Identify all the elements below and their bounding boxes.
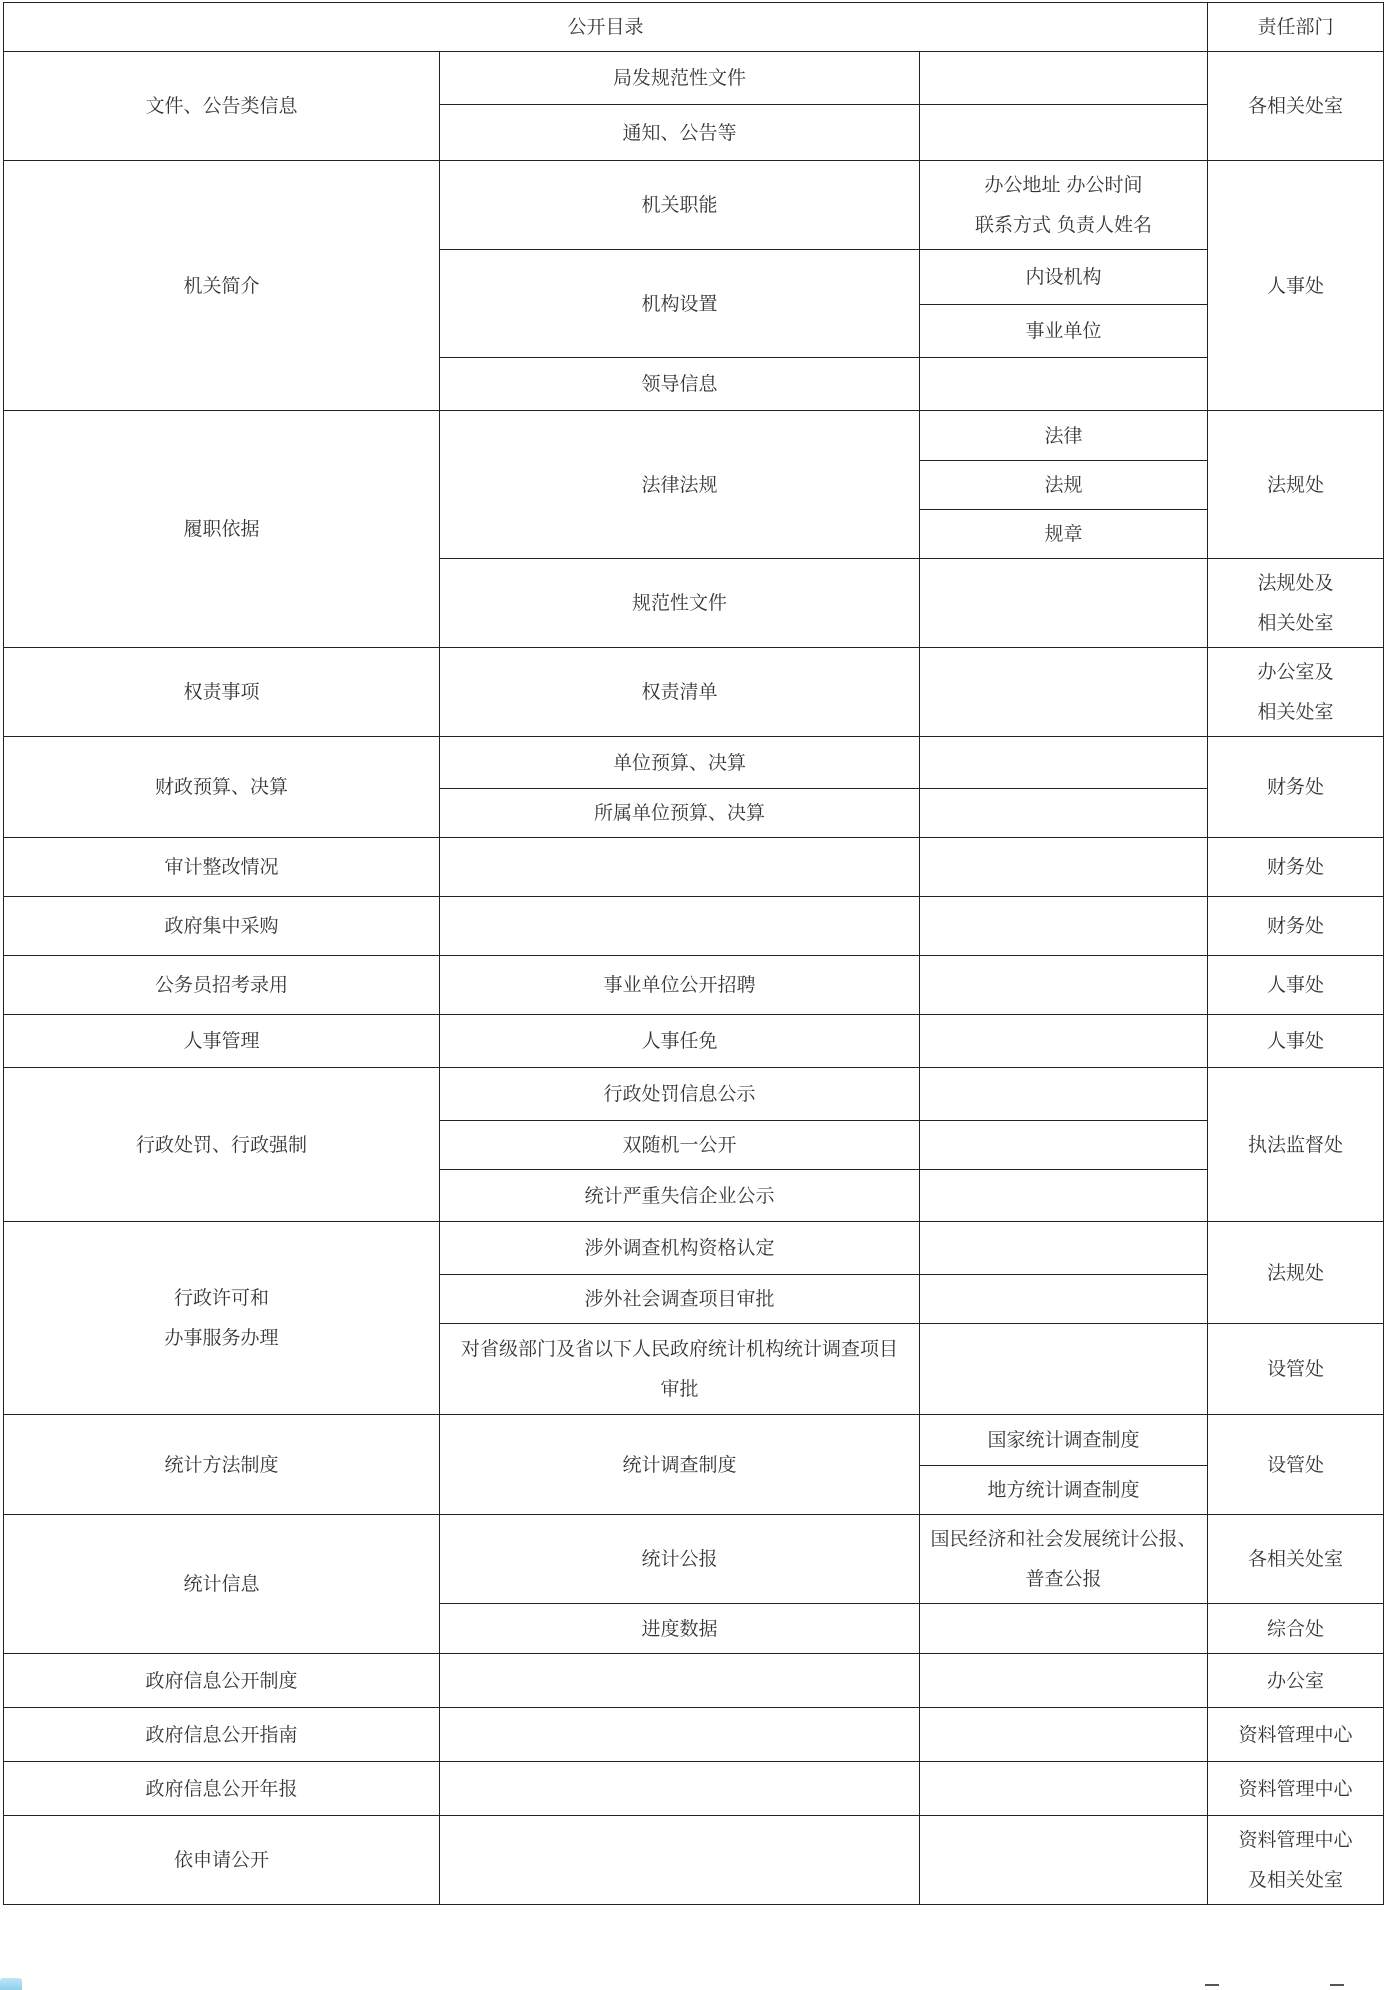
table-row: [4, 1415, 1384, 1466]
table-row: [4, 838, 1384, 897]
subitem-cell: [440, 1816, 920, 1905]
category-cell: 行政处罚、行政强制: [4, 1068, 440, 1222]
subitem-cell: 通知、公告等: [440, 105, 920, 161]
dept-cell: 设管处: [1208, 1324, 1384, 1415]
dept-cell: 设管处: [1208, 1415, 1384, 1515]
subitem-cell: 规范性文件: [440, 559, 920, 648]
subitem-cell: 行政处罚信息公示: [440, 1068, 920, 1121]
subitem-cell: 涉外社会调查项目审批: [440, 1275, 920, 1324]
dept-cell: 人事处: [1208, 161, 1384, 411]
subitem-cell: 对省级部门及省以下人民政府统计机构统计调查项目 审批: [440, 1324, 920, 1415]
detail-cell: [920, 105, 1208, 161]
subitem-cell: 机关职能: [440, 161, 920, 250]
subitem-cell: [440, 838, 920, 897]
subitem-cell: 机构设置: [440, 250, 920, 358]
dept-cell: 综合处: [1208, 1604, 1384, 1654]
disclosure-catalog-table: [3, 2, 1384, 1905]
table-row: [4, 1816, 1384, 1905]
subitem-cell: 权责清单: [440, 648, 920, 737]
dept-cell: 办公室: [1208, 1654, 1384, 1708]
subitem-cell: 人事任免: [440, 1015, 920, 1068]
dept-cell: 人事处: [1208, 1015, 1384, 1068]
detail-cell: [920, 1654, 1208, 1708]
dept-cell: 资料管理中心: [1208, 1708, 1384, 1762]
table-row: [4, 956, 1384, 1015]
detail-cell: [920, 358, 1208, 411]
dept-cell: 资料管理中心: [1208, 1762, 1384, 1816]
dept-cell: 各相关处室: [1208, 1515, 1384, 1604]
detail-cell: [920, 737, 1208, 789]
detail-cell: [920, 789, 1208, 838]
table-row: [4, 1515, 1384, 1604]
table-row: [4, 161, 1384, 250]
category-cell: 统计方法制度: [4, 1415, 440, 1515]
dept-cell: 财务处: [1208, 737, 1384, 838]
table-row: [4, 897, 1384, 956]
category-cell: 政府信息公开指南: [4, 1708, 440, 1762]
detail-cell: 地方统计调查制度: [920, 1466, 1208, 1515]
subitem-cell: 进度数据: [440, 1604, 920, 1654]
detail-cell: [920, 1816, 1208, 1905]
detail-cell: [920, 1222, 1208, 1275]
detail-cell: [920, 1275, 1208, 1324]
category-cell: 公务员招考录用: [4, 956, 440, 1015]
detail-cell: [920, 956, 1208, 1015]
category-cell: 政府集中采购: [4, 897, 440, 956]
category-cell: 机关简介: [4, 161, 440, 411]
dept-cell: 资料管理中心 及相关处室: [1208, 1816, 1384, 1905]
detail-cell: [920, 1170, 1208, 1222]
category-cell: 履职依据: [4, 411, 440, 648]
header-dept: 责任部门: [1208, 3, 1384, 52]
dept-cell: 法规处: [1208, 1222, 1384, 1324]
table-row: [4, 411, 1384, 461]
detail-cell: [920, 1604, 1208, 1654]
detail-cell: [920, 1708, 1208, 1762]
header-catalog: 公开目录: [4, 3, 1208, 52]
subitem-cell: [440, 1708, 920, 1762]
table-row: [4, 1068, 1384, 1121]
detail-cell: 法规: [920, 461, 1208, 510]
subitem-cell: 所属单位预算、决算: [440, 789, 920, 838]
category-cell: 政府信息公开制度: [4, 1654, 440, 1708]
category-cell: 行政许可和 办事服务办理: [4, 1222, 440, 1415]
category-cell: 政府信息公开年报: [4, 1762, 440, 1816]
table-row: [4, 1015, 1384, 1068]
dept-cell: 执法监督处: [1208, 1068, 1384, 1222]
table-row: [4, 648, 1384, 737]
detail-cell: 国民经济和社会发展统计公报、 普查公报: [920, 1515, 1208, 1604]
detail-cell: [920, 52, 1208, 105]
detail-cell: [920, 897, 1208, 956]
page-footer-dash-left: [1205, 1984, 1219, 1986]
table-row: [4, 737, 1384, 789]
category-cell: 权责事项: [4, 648, 440, 737]
detail-cell: [920, 1762, 1208, 1816]
subitem-cell: [440, 897, 920, 956]
category-cell: 审计整改情况: [4, 838, 440, 897]
detail-cell: 法律: [920, 411, 1208, 461]
subitem-cell: 统计调查制度: [440, 1415, 920, 1515]
table-row: [4, 1654, 1384, 1708]
subitem-cell: 统计公报: [440, 1515, 920, 1604]
table-header-row: [4, 3, 1384, 52]
table-row: [4, 1222, 1384, 1275]
subitem-cell: 涉外调查机构资格认定: [440, 1222, 920, 1275]
table-row: [4, 52, 1384, 105]
subitem-cell: 领导信息: [440, 358, 920, 411]
subitem-cell: [440, 1762, 920, 1816]
subitem-cell: 统计严重失信企业公示: [440, 1170, 920, 1222]
subitem-cell: 事业单位公开招聘: [440, 956, 920, 1015]
detail-cell: [920, 559, 1208, 648]
subitem-cell: 单位预算、决算: [440, 737, 920, 789]
dept-cell: 财务处: [1208, 838, 1384, 897]
subitem-cell: 局发规范性文件: [440, 52, 920, 105]
dept-cell: 法规处: [1208, 411, 1384, 559]
dept-cell: 财务处: [1208, 897, 1384, 956]
dept-cell: 各相关处室: [1208, 52, 1384, 161]
subitem-cell: 双随机一公开: [440, 1121, 920, 1170]
detail-cell: 国家统计调查制度: [920, 1415, 1208, 1466]
detail-cell: 事业单位: [920, 305, 1208, 358]
category-cell: 文件、公告类信息: [4, 52, 440, 161]
detail-cell: [920, 1068, 1208, 1121]
page-corner-icon: [0, 1978, 22, 1990]
category-cell: 统计信息: [4, 1515, 440, 1654]
dept-cell: 法规处及 相关处室: [1208, 559, 1384, 648]
detail-cell: [920, 1121, 1208, 1170]
subitem-cell: 法律法规: [440, 411, 920, 559]
detail-cell: 规章: [920, 510, 1208, 559]
detail-cell: [920, 1015, 1208, 1068]
table-row: [4, 1708, 1384, 1762]
detail-cell: 办公地址 办公时间 联系方式 负责人姓名: [920, 161, 1208, 250]
detail-cell: 内设机构: [920, 250, 1208, 305]
detail-cell: [920, 648, 1208, 737]
subitem-cell: [440, 1654, 920, 1708]
table-row: [4, 1762, 1384, 1816]
category-cell: 依申请公开: [4, 1816, 440, 1905]
category-cell: 财政预算、决算: [4, 737, 440, 838]
category-cell: 人事管理: [4, 1015, 440, 1068]
dept-cell: 人事处: [1208, 956, 1384, 1015]
dept-cell: 办公室及 相关处室: [1208, 648, 1384, 737]
detail-cell: [920, 838, 1208, 897]
page-footer-dash-right: [1330, 1984, 1344, 1986]
detail-cell: [920, 1324, 1208, 1415]
